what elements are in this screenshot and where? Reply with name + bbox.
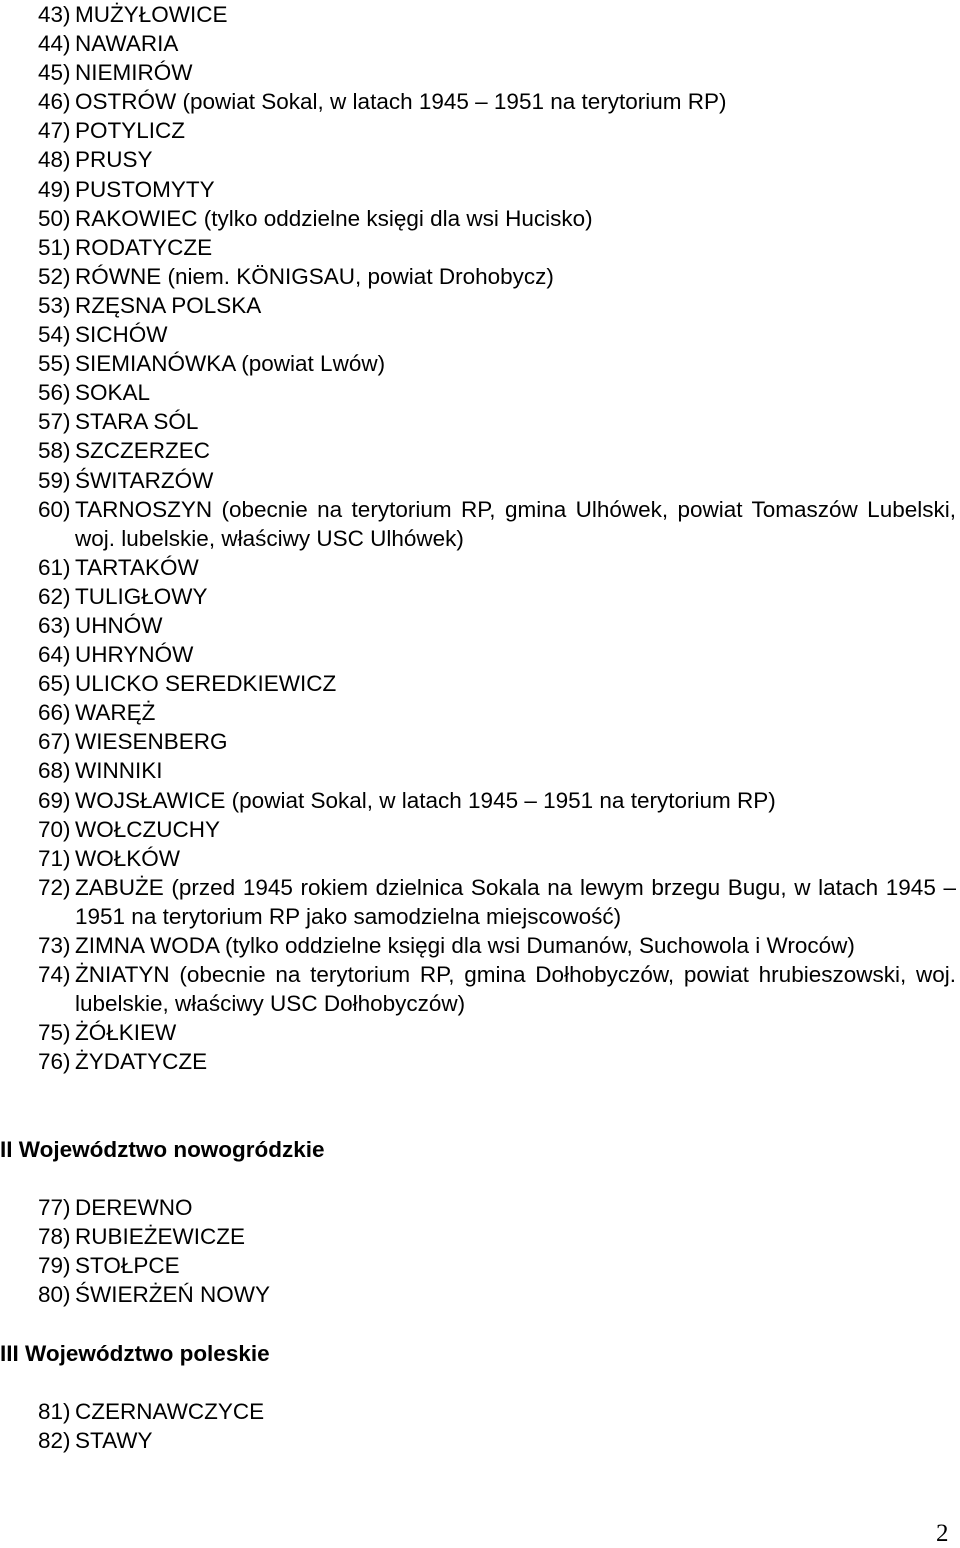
list-item — [38, 786, 956, 815]
list-item — [38, 1222, 956, 1251]
list-item — [38, 145, 956, 174]
item-text: ŻÓŁKIEW — [75, 1020, 177, 1046]
item-text: RUBIEŻEWICZE — [75, 1224, 246, 1250]
item-number: 75) — [38, 1020, 71, 1046]
list-item — [38, 873, 956, 931]
item-number: 60) — [38, 496, 71, 522]
item-number: 82) — [38, 1428, 71, 1454]
item-text: RODATYCZE — [75, 234, 213, 260]
list-item — [38, 611, 956, 640]
item-text: SZCZERZEC — [75, 438, 210, 464]
item-text: NIEMIRÓW — [75, 60, 193, 86]
list-item — [38, 436, 956, 465]
item-text: SIEMIANÓWKA (powiat Lwów) — [75, 351, 386, 377]
list-item — [38, 466, 956, 495]
list-item — [38, 204, 956, 233]
item-number: 48) — [38, 147, 71, 173]
item-text: PUSTOMYTY — [75, 176, 215, 202]
item-text: WIESENBERG — [75, 729, 228, 755]
item-number: 66) — [38, 700, 71, 726]
item-text: ŚWITARZÓW — [75, 467, 214, 493]
item-number: 74) — [38, 962, 71, 988]
item-number: 49) — [38, 176, 71, 202]
item-text: RÓWNE (niem. KÖNIGSAU, powiat Drohobycz) — [75, 263, 554, 289]
item-text: MUŻYŁOWICE — [75, 2, 228, 27]
item-text: NAWARIA — [75, 31, 179, 57]
list-item — [38, 553, 956, 582]
item-text: WARĘŻ — [75, 700, 156, 726]
item-text: UHRYNÓW — [75, 642, 194, 668]
item-text: SOKAL — [75, 380, 151, 406]
item-text: WOŁCZUCHY — [75, 816, 220, 842]
item-text: CZERNAWCZYCE — [75, 1399, 265, 1424]
item-number: 45) — [38, 60, 71, 86]
item-text: POTYLICZ — [75, 118, 186, 144]
item-number: 77) — [38, 1195, 71, 1220]
item-text: RAKOWIEC (tylko oddzielne księgi dla wsi Hucisko) — [75, 205, 593, 231]
item-number: 54) — [38, 322, 71, 348]
locality-list-nowogrodzkie — [38, 1193, 956, 1309]
item-text: DEREWNO — [75, 1195, 193, 1220]
item-number: 63) — [38, 612, 71, 638]
item-number: 61) — [38, 554, 71, 580]
item-text: ŻYDATYCZE — [75, 1049, 208, 1075]
list-item — [38, 29, 956, 58]
item-text: STARA SÓL — [75, 409, 199, 435]
item-number: 55) — [38, 351, 71, 377]
item-number: 51) — [38, 234, 71, 260]
list-item — [38, 582, 956, 611]
item-number: 58) — [38, 438, 71, 464]
list-item — [38, 1193, 956, 1222]
item-text: WOJSŁAWICE (powiat Sokal, w latach 1945 – 1951 na terytorium RP) — [75, 787, 776, 813]
list-item — [38, 378, 956, 407]
list-item — [38, 669, 956, 698]
item-number: 62) — [38, 583, 71, 609]
item-number: 47) — [38, 118, 71, 144]
list-item — [38, 815, 956, 844]
list-item — [38, 349, 956, 378]
list-item — [38, 698, 956, 727]
item-text: OSTRÓW (powiat Sokal, w latach 1945 – 1951 na terytorium RP) — [75, 89, 727, 115]
list-item — [38, 727, 956, 756]
list-item — [38, 87, 956, 116]
list-item — [38, 0, 956, 29]
item-number: 52) — [38, 263, 71, 289]
item-number: 53) — [38, 292, 71, 318]
list-item — [38, 1018, 956, 1047]
item-number: 43) — [38, 2, 71, 27]
list-item — [38, 495, 956, 553]
item-text: STOŁPCE — [75, 1253, 180, 1279]
item-text: STAWY — [75, 1428, 153, 1454]
list-item — [38, 844, 956, 873]
section-heading-nowogrodzkie: II Województwo nowogródzkie — [0, 1137, 325, 1162]
item-number: 69) — [38, 787, 71, 813]
list-item — [38, 407, 956, 436]
item-text: WINNIKI — [75, 758, 163, 784]
locality-list-poleskie — [38, 1397, 956, 1455]
section-heading-poleskie: III Województwo poleskie — [0, 1341, 270, 1366]
page-number: 2 — [936, 1520, 949, 1547]
item-number: 50) — [38, 205, 71, 231]
item-text: TARTAKÓW — [75, 554, 199, 580]
item-text: ZABUŻE (przed 1945 rokiem dzielnica Sokala na lewym brzegu Bugu, w latach 1945 – 1951 na terytorium RP jako samodzielna miejscowość) — [75, 874, 956, 929]
list-item — [38, 233, 956, 262]
list-item — [38, 58, 956, 87]
list-item — [38, 175, 956, 204]
list-item — [38, 1397, 956, 1426]
item-number: 81) — [38, 1399, 71, 1424]
item-number: 64) — [38, 642, 71, 668]
list-item — [38, 960, 956, 1018]
list-item — [38, 320, 956, 349]
item-number: 80) — [38, 1282, 71, 1308]
item-number: 71) — [38, 845, 71, 871]
list-item — [38, 931, 956, 960]
list-item — [38, 756, 956, 785]
item-number: 78) — [38, 1224, 71, 1250]
list-item — [38, 116, 956, 145]
item-number: 56) — [38, 380, 71, 406]
item-text: TULIGŁOWY — [75, 583, 208, 609]
item-text: RZĘSNA POLSKA — [75, 292, 262, 318]
item-number: 70) — [38, 816, 71, 842]
item-text: ŚWIERŻEŃ NOWY — [75, 1282, 270, 1308]
list-item — [38, 1280, 956, 1309]
locality-list-lwowskie — [38, 0, 956, 1076]
item-number: 73) — [38, 933, 71, 958]
item-number: 79) — [38, 1253, 71, 1279]
list-item — [38, 640, 956, 669]
item-text: SICHÓW — [75, 322, 168, 348]
item-text: PRUSY — [75, 147, 153, 173]
list-item — [38, 1047, 956, 1076]
item-number: 44) — [38, 31, 71, 57]
list-item — [38, 291, 956, 320]
item-text: ŻNIATYN (obecnie na terytorium RP, gmina Dołhobyczów, powiat hrubieszowski, woj. lubelskie, właściwy USC Dołhobyczów) — [75, 962, 956, 1017]
list-item — [38, 262, 956, 291]
item-text: ULICKO SEREDKIEWICZ — [75, 671, 337, 697]
item-number: 76) — [38, 1049, 71, 1075]
item-number: 46) — [38, 89, 71, 115]
item-number: 72) — [38, 874, 71, 900]
item-text: UHNÓW — [75, 612, 163, 638]
item-text: ZIMNA WODA (tylko oddzielne księgi dla wsi Dumanów, Suchowola i Wroców) — [75, 933, 855, 958]
item-number: 59) — [38, 467, 71, 493]
item-number: 68) — [38, 758, 71, 784]
item-number: 65) — [38, 671, 71, 697]
list-item — [38, 1426, 956, 1455]
item-number: 67) — [38, 729, 71, 755]
item-number: 57) — [38, 409, 71, 435]
list-item — [38, 1251, 956, 1280]
item-text: WOŁKÓW — [75, 845, 180, 871]
item-text: TARNOSZYN (obecnie na terytorium RP, gmina Ulhówek, powiat Tomaszów Lubelski, woj. lubelskie, właściwy USC Ulhówek) — [75, 496, 956, 551]
